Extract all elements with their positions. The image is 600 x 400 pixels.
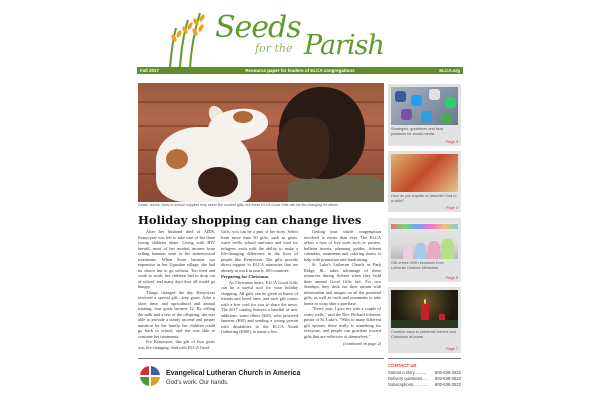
article-subhead: Preparing for Christmas	[221, 274, 269, 279]
website-link[interactable]: ELCA.org	[439, 68, 460, 73]
advent-candles-image	[391, 290, 458, 328]
article-paragraph: Getting your whole congregation involved is easier than ever. The ELCA offers a host of free tools such as posters, bulletin inserts, planning guides, Advent calendars, ornaments and coloring sheets to help with promotion and fundraising.	[304, 229, 381, 262]
contact-row-submit-story	[388, 370, 461, 375]
contact-number[interactable]: 800-638-3522	[434, 370, 461, 375]
card-text: Creative ways to celebrate Advent and Christmas at home.	[391, 330, 456, 339]
masthead-banner	[137, 67, 463, 74]
newsletter-page	[137, 0, 463, 400]
article-column-1	[138, 229, 215, 350]
religious-painting-image	[391, 154, 458, 192]
article-paragraph: As Christmas nears, ELCA Good Gifts can be a useful tool for your holiday shopping. All gifts can be given in honor of friends and loved ones, and each gift comes with a free card for you to share the news. The 2017 catalog features a handful of new additions: water filters ($30), solar powered lanterns ($30) and sending a young person with disabilities to the ELCA Youth Gathering ($300), to name a few.	[221, 279, 298, 334]
article-column-2	[221, 229, 298, 335]
banner-subtitle: Resource paper for leaders of ELCA congregations	[245, 68, 355, 73]
sidebar-card-social-media[interactable]	[388, 84, 461, 146]
elca-cross-logo-icon	[140, 366, 160, 386]
masthead	[137, 0, 463, 73]
contact-number[interactable]: 800-638-3522	[434, 382, 461, 387]
sidebar-card-vbs[interactable]	[388, 218, 461, 282]
masthead-title-seeds: Seeds	[215, 10, 301, 45]
wheat-logo-icon	[162, 8, 212, 68]
card-page-link[interactable]: Page 5	[445, 276, 458, 280]
card-page-link[interactable]: Page 7	[445, 347, 458, 351]
card-page-link[interactable]: Page 4	[445, 206, 458, 210]
article-paragraph: For Kenyoyezi, this gift of four goats was life-changing. And with ELCA Good	[138, 339, 215, 350]
hero-photo	[138, 83, 384, 202]
contact-label: Submit a story..........	[388, 370, 427, 375]
continued-link[interactable]: (continued on page 2)	[343, 341, 381, 346]
contact-row-subscriptions	[388, 382, 461, 387]
footer-divider	[138, 358, 384, 359]
sidebar-card-advent[interactable]	[388, 287, 461, 353]
contact-label: Delivery questions....	[388, 376, 427, 381]
organization-tagline: God's work. Our hands.	[166, 380, 229, 386]
contact-label: Subscriptions.............	[388, 382, 429, 387]
issue-date: Fall 2017	[140, 68, 160, 73]
article-headline: Holiday shopping can change lives	[138, 213, 362, 227]
article-paragraph: After her husband died of AIDS, Kenyoyezi was left to take care of her three young children alone. Living with HIV herself, most of her modest income from selling bananas went to her antiretroviral treatments. When those became too expensive in her Ugandan village, she had no choice but to go without. Too tired and weak to work, her children had to drop out of school, and many days they all would go hungry.	[138, 229, 215, 289]
card-text: How do you explain or describe God to a child?	[391, 194, 457, 203]
article-paragraph: Things changed the day Kenyoyezi received a special gift—four goats. After a short time, and agricultural and animal training, four goats became 12. By selling the milk and a few of the offspring, she was able to provide a steady income and proper nutrition for her family, her children could go back to school, and she was able to continue her treatments.	[138, 289, 215, 339]
hero-caption: Goats, chicks, bees or school supplies may seem like modest gifts, but these ELCA Good Gifts can be life-changing for others.	[138, 203, 339, 207]
contact-row-delivery	[388, 376, 461, 381]
contact-title: CONTACT US	[388, 363, 417, 368]
sidebar-card-explain-god[interactable]	[388, 151, 461, 212]
masthead-title-forthe: for the	[255, 42, 293, 55]
article-paragraph: Gifts, you can be a part of her story. Select from more than 50 gifts, such as goats, water wells, school uniforms and food for refugees, each with the ability to make a life-changing difference in the lives of people like Kenyoyezi. The gifts provide direct support to ELCA ministries that are already at work in nearly 100 countries.	[221, 229, 298, 273]
article-paragraph: St. Luke's Lutheran Church in Park Ridge, Ill., takes advantage of these resources during Advent when they hold their annual Good Gifts fair. For two Sundays, they deck out their atrium with information and images on all the potential gifts, as well as cards and ornaments to take home to wrap after a purchase.	[304, 262, 381, 306]
masthead-title-parish: Parish	[304, 30, 384, 61]
social-media-image	[391, 87, 458, 125]
card-text: Strategies, guidelines and best practices for social media.	[391, 127, 443, 136]
card-text: Gift of free VBS resources from Lutheran Outdoor Ministries.	[391, 261, 444, 270]
card-page-link[interactable]: Page 3	[445, 140, 458, 144]
children-praying-image	[391, 221, 458, 259]
organization-name: Evangelical Lutheran Church in America	[166, 370, 301, 377]
article-column-3	[304, 229, 381, 347]
contact-number[interactable]: 800-638-3522	[434, 376, 461, 381]
contact-divider	[388, 358, 461, 359]
article-paragraph: "Every year, I give my wife a couple of water wells," said the Rev. Richard Johnson, pastor of St. Luke's. "With so many different gift options, there really is something for everyone, and people can gravitate toward gifts that are reflective of themselves."	[304, 306, 381, 339]
